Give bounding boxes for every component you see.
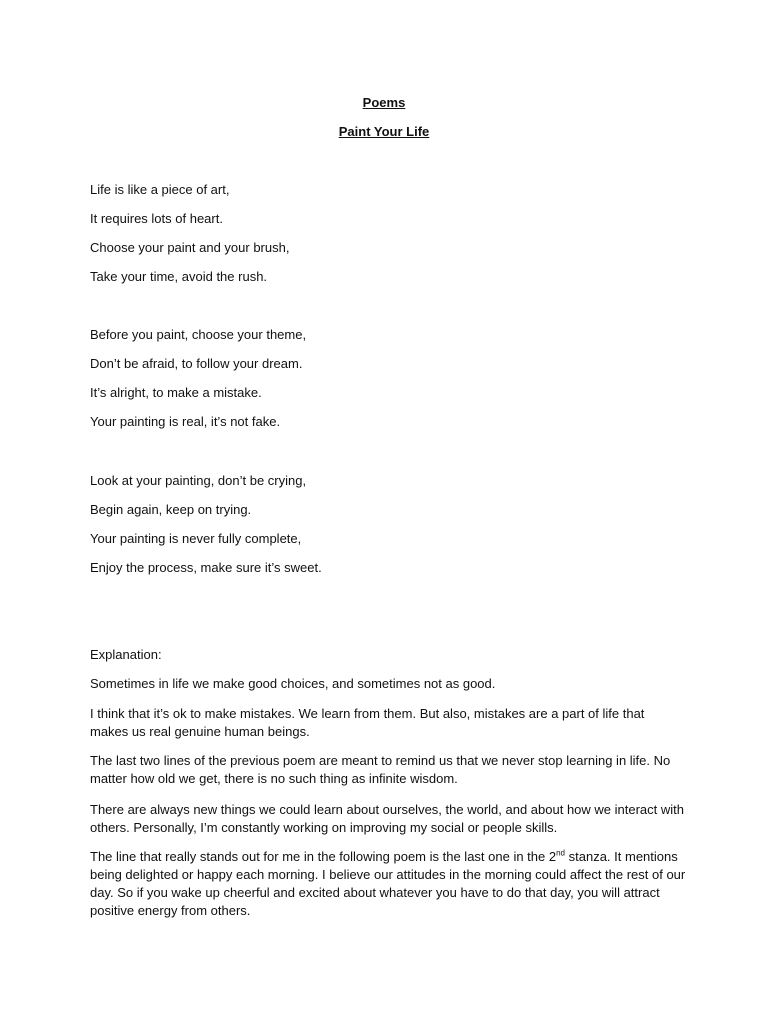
explanation-paragraph: The last two lines of the previous poem are meant to remind us that we never stop learning in life. No matter how old we get, there is no such thing as infinite wisdom. [90,753,671,786]
poem-line: Begin again, keep on trying. [90,502,252,517]
explanation-paragraph: Sometimes in life we make good choices, and sometimes not as good. [90,676,496,691]
paragraph-text: The line that really stands out for me in the following poem is the last one in the 2 [90,849,557,864]
ordinal-suffix: nd [556,848,566,858]
poem-line: Your painting is real, it’s not fake. [90,414,281,429]
poem-line: Look at your painting, don’t be crying, [90,473,307,488]
poem-line: It’s alright, to make a mistake. [90,385,262,400]
poem-line: It requires lots of heart. [90,211,223,226]
poem-line: Before you paint, choose your theme, [90,327,307,342]
poem-title: Paint Your Life [338,124,430,139]
poem-line: Life is like a piece of art, [90,182,230,197]
poem-line: Enjoy the process, make sure it’s sweet. [90,560,322,575]
poem-line: Take your time, avoid the rush. [90,269,268,284]
explanation-paragraph: I think that it’s ok to make mistakes. We learn from them. But also, mistakes are a part of life that makes us real genuine human beings. [90,706,645,739]
poem-line: Don’t be afraid, to follow your dream. [90,356,303,371]
poem-line: Your painting is never fully complete, [90,531,302,546]
paragraph-text: stanza. It mentions being delighted or happy each morning. I believe our attitudes in the morning could affect the rest of our day. So if you wake up cheerful and excited about whatever you have to do that day, you will attract positive energy from others. [90,849,686,918]
explanation-paragraph-last [90,848,686,920]
explanation-paragraph: There are always new things we could learn about ourselves, the world, and about how we interact with others. Personally, I’m constantly working on improving my social or people skills. [90,802,684,835]
section-heading: Poems [362,95,406,110]
explanation-label: Explanation: [90,647,162,662]
poem-line: Choose your paint and your brush, [90,240,290,255]
